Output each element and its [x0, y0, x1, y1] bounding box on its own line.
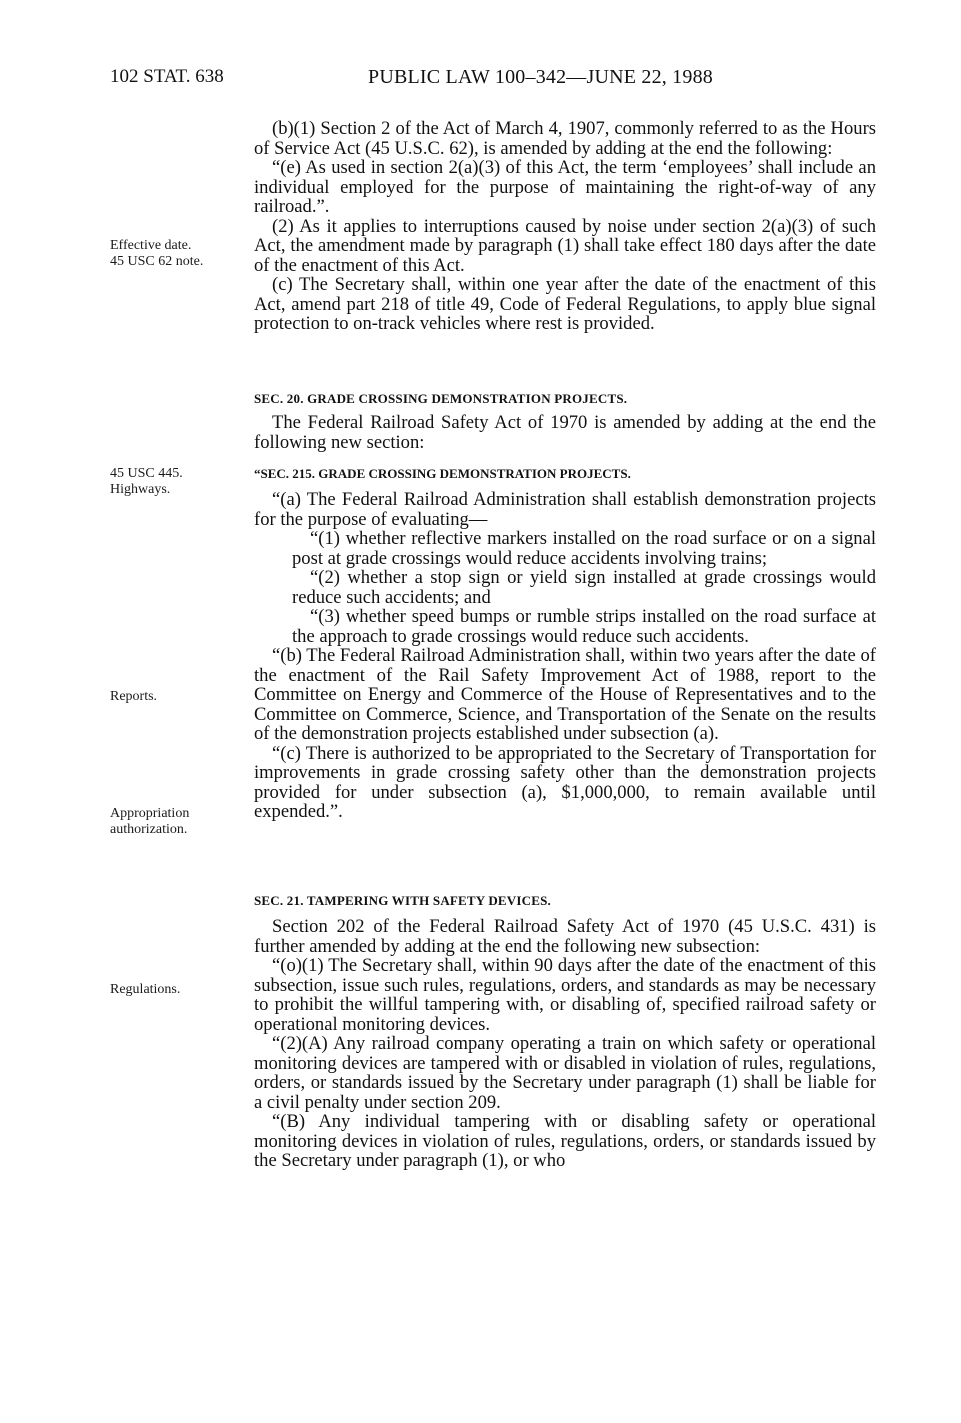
- margin-note-line: authorization.: [110, 822, 188, 837]
- paragraph-a2: “(2) whether a stop sign or yield sign installed at grade crossings would reduce such accidents; and: [292, 567, 876, 608]
- margin-note-appropriation: [110, 806, 240, 838]
- paragraph-a3: “(3) whether speed bumps or rumble strips installed on the road surface at the approach to grade crossings would reduce such accidents.: [292, 606, 876, 647]
- law-title: PUBLIC LAW 100–342—JUNE 22, 1988: [368, 66, 713, 88]
- margin-note-line: Reports.: [110, 689, 158, 704]
- margin-note-line: 45 USC 62 note.: [110, 254, 204, 269]
- section-21-heading: SEC. 21. TAMPERING WITH SAFETY DEVICES.: [254, 893, 551, 908]
- subsection-b: “(b) The Federal Railroad Administration shall, within two years after the date of the enactment of the Rail Safety Improvement Act of 1988, report to the Committee on Energy and Commerce of the House of Representatives and to the Committee on Commerce, Science, and Transportation of the Senate on the results of the demonstration projects established under subsection (a).: [254, 645, 876, 744]
- paragraph-b1: (b)(1) Section 2 of the Act of March 4, 1907, commonly referred to as the Hours of Service Act (45 U.S.C. 62), is amended by adding at the end the following:: [254, 118, 876, 159]
- section-215-body: [254, 490, 876, 822]
- margin-note-regulations: [110, 982, 240, 998]
- margin-note-effective-date: [110, 238, 240, 270]
- paragraph-b2: (2) As it applies to interruptions caused by noise under section 2(a)(3) of such Act, the amendment made by paragraph (1) shall take effect 180 days after the date of the enactment of this Act.: [254, 215, 876, 276]
- section-21-body: [254, 917, 876, 1171]
- subsection-a: “(a) The Federal Railroad Administration shall establish demonstration projects for the purpose of evaluating—: [254, 489, 876, 530]
- margin-note-usc-445: [110, 466, 240, 498]
- margin-note-line: Effective date.: [110, 238, 192, 253]
- paragraph-intro: The Federal Railroad Safety Act of 1970 is amended by adding at the end the following new section:: [254, 412, 876, 453]
- subsection-o2b: “(B) Any individual tampering with or disabling safety or operational monitoring devices in violation of rules, regulations, orders, or standards issued by the Secretary under paragraph (1), or who: [254, 1111, 876, 1171]
- subsection-o2a: “(2)(A) Any railroad company operating a train on which safety or operational monitoring devices are tampered with or disabled in violation of rules, regulations, orders, or standards issued by the Secretary under paragraph (1) shall be liable for a civil penalty under section 209.: [254, 1033, 876, 1113]
- margin-note-reports: [110, 689, 240, 705]
- subsection-o1: “(o)(1) The Secretary shall, within 90 days after the date of the enactment of this subsection, issue such rules, regulations, orders, and standards as may be necessary to prohibit the willful tampering with, or disabling of, specified railroad safety or operational monitoring devices.: [254, 955, 876, 1035]
- margin-note-line: Regulations.: [110, 982, 181, 997]
- section-20-intro: [254, 413, 876, 452]
- margin-note-line: 45 USC 445.: [110, 466, 183, 481]
- paragraph-a1: “(1) whether reflective markers installed on the road surface or on a signal post at grade crossings would reduce accidents involving trains;: [292, 528, 876, 569]
- section-19-continuation: [254, 119, 876, 334]
- margin-note-line: Appropriation: [110, 806, 190, 821]
- new-section-215-heading: “SEC. 215. GRADE CROSSING DEMONSTRATION PROJECTS.: [254, 466, 631, 481]
- paragraph-c: (c) The Secretary shall, within one year after the date of the enactment of this Act, amend part 218 of title 49, Code of Federal Regulations, to apply blue signal protection to on-track vehicles where rest is provided.: [254, 274, 876, 334]
- section-20-heading: SEC. 20. GRADE CROSSING DEMONSTRATION PROJECTS.: [254, 391, 628, 406]
- subsection-c: “(c) There is authorized to be appropriated to the Secretary of Transportation for improvements in grade crossing safety other than the demonstration projects provided for under subsection (a), $1,000,000, to remain available until expended.”.: [254, 742, 876, 822]
- page-header: [110, 66, 780, 92]
- margin-note-line: Highways.: [110, 482, 171, 497]
- paragraph-e: “(e) As used in section 2(a)(3) of this Act, the term ‘employees’ shall include an individual employed for the purpose of maintaining the right-of-way of any railroad.”.: [254, 157, 876, 217]
- paragraph-intro: Section 202 of the Federal Railroad Safety Act of 1970 (45 U.S.C. 431) is further amended by adding at the end the following new subsection:: [254, 916, 876, 957]
- page-reference: 102 STAT. 638: [110, 66, 224, 87]
